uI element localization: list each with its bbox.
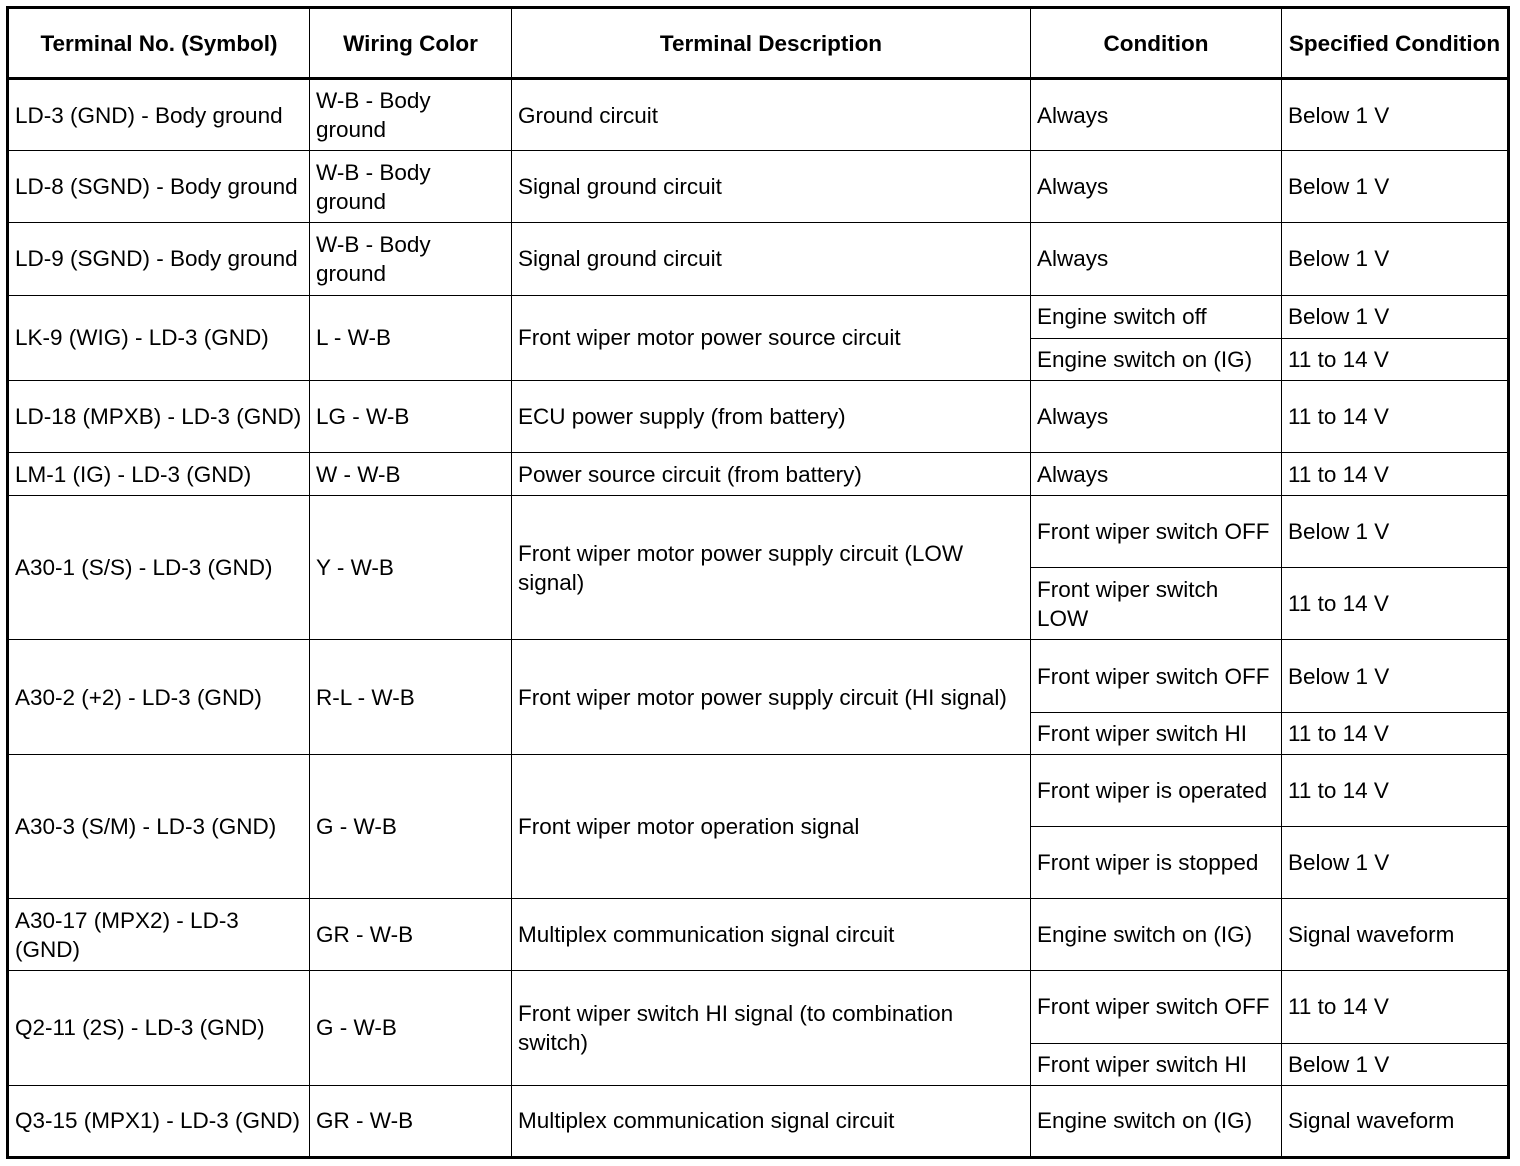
cell-terminal: LD-3 (GND) - Body ground (8, 79, 310, 151)
cell-specified-condition: Below 1 V (1282, 496, 1509, 568)
cell-terminal: A30-2 (+2) - LD-3 (GND) (8, 640, 310, 754)
cell-terminal: LD-18 (MPXB) - LD-3 (GND) (8, 380, 310, 452)
table-row (8, 640, 1509, 712)
cell-specified-condition: 11 to 14 V (1282, 568, 1509, 640)
cell-wiring-color: GR - W-B (310, 899, 512, 971)
cell-terminal-description: Multiplex communication signal circuit (512, 1085, 1031, 1157)
cell-wiring-color: G - W-B (310, 754, 512, 898)
terminal-spec-table (6, 6, 1510, 1159)
cell-terminal: LD-8 (SGND) - Body ground (8, 151, 310, 223)
cell-specified-condition: Below 1 V (1282, 640, 1509, 712)
cell-specified-condition: 11 to 14 V (1282, 971, 1509, 1043)
cell-terminal-description: Front wiper motor power supply circuit (HI signal) (512, 640, 1031, 754)
cell-terminal-description: Signal ground circuit (512, 223, 1031, 295)
cell-terminal-description: ECU power supply (from battery) (512, 380, 1031, 452)
cell-specified-condition: Below 1 V (1282, 826, 1509, 898)
cell-condition: Front wiper is stopped (1031, 826, 1282, 898)
header-specified-condition: Specified Condition (1282, 8, 1509, 79)
cell-specified-condition: 11 to 14 V (1282, 452, 1509, 495)
cell-condition: Front wiper is operated (1031, 754, 1282, 826)
cell-condition: Engine switch on (IG) (1031, 338, 1282, 380)
cell-terminal: LM-1 (IG) - LD-3 (GND) (8, 452, 310, 495)
table-row (8, 754, 1509, 826)
table-row (8, 380, 1509, 452)
table-row (8, 452, 1509, 495)
table-body (8, 79, 1509, 1158)
cell-condition: Always (1031, 223, 1282, 295)
cell-specified-condition: Signal waveform (1282, 899, 1509, 971)
cell-condition: Front wiper switch OFF (1031, 971, 1282, 1043)
table-row (8, 496, 1509, 568)
cell-terminal-description: Front wiper switch HI signal (to combination switch) (512, 971, 1031, 1085)
cell-wiring-color: GR - W-B (310, 1085, 512, 1157)
cell-wiring-color: R-L - W-B (310, 640, 512, 754)
cell-condition: Engine switch on (IG) (1031, 899, 1282, 971)
cell-terminal: LD-9 (SGND) - Body ground (8, 223, 310, 295)
cell-terminal: Q2-11 (2S) - LD-3 (GND) (8, 971, 310, 1085)
cell-condition: Always (1031, 151, 1282, 223)
header-condition: Condition (1031, 8, 1282, 79)
cell-condition: Always (1031, 380, 1282, 452)
cell-wiring-color: LG - W-B (310, 380, 512, 452)
cell-specified-condition: 11 to 14 V (1282, 380, 1509, 452)
cell-condition: Front wiper switch HI (1031, 712, 1282, 754)
cell-wiring-color: W-B - Body ground (310, 223, 512, 295)
cell-wiring-color: Y - W-B (310, 496, 512, 640)
cell-terminal-description: Power source circuit (from battery) (512, 452, 1031, 495)
cell-specified-condition: 11 to 14 V (1282, 338, 1509, 380)
table-row (8, 223, 1509, 295)
cell-terminal: A30-17 (MPX2) - LD-3 (GND) (8, 899, 310, 971)
cell-condition: Front wiper switch HI (1031, 1043, 1282, 1085)
cell-condition: Always (1031, 79, 1282, 151)
header-terminal: Terminal No. (Symbol) (8, 8, 310, 79)
table-row (8, 79, 1509, 151)
cell-specified-condition: 11 to 14 V (1282, 712, 1509, 754)
cell-wiring-color: G - W-B (310, 971, 512, 1085)
cell-condition: Always (1031, 452, 1282, 495)
cell-terminal: A30-3 (S/M) - LD-3 (GND) (8, 754, 310, 898)
cell-wiring-color: W-B - Body ground (310, 151, 512, 223)
cell-specified-condition: Signal waveform (1282, 1085, 1509, 1157)
cell-terminal-description: Front wiper motor operation signal (512, 754, 1031, 898)
cell-condition: Front wiper switch LOW (1031, 568, 1282, 640)
cell-terminal-description: Front wiper motor power supply circuit (LOW signal) (512, 496, 1031, 640)
cell-specified-condition: Below 1 V (1282, 1043, 1509, 1085)
cell-terminal-description: Front wiper motor power source circuit (512, 295, 1031, 380)
header-row (8, 8, 1509, 79)
cell-terminal: Q3-15 (MPX1) - LD-3 (GND) (8, 1085, 310, 1157)
cell-terminal-description: Signal ground circuit (512, 151, 1031, 223)
cell-condition: Engine switch off (1031, 295, 1282, 338)
cell-wiring-color: L - W-B (310, 295, 512, 380)
table-row (8, 971, 1509, 1043)
cell-condition: Front wiper switch OFF (1031, 496, 1282, 568)
table-row (8, 1085, 1509, 1157)
cell-condition: Front wiper switch OFF (1031, 640, 1282, 712)
cell-specified-condition: Below 1 V (1282, 151, 1509, 223)
cell-terminal-description: Multiplex communication signal circuit (512, 899, 1031, 971)
header-wiring-color: Wiring Color (310, 8, 512, 79)
table-row (8, 899, 1509, 971)
table-row (8, 295, 1509, 338)
header-terminal-description: Terminal Description (512, 8, 1031, 79)
cell-specified-condition: Below 1 V (1282, 223, 1509, 295)
cell-terminal: A30-1 (S/S) - LD-3 (GND) (8, 496, 310, 640)
cell-condition: Engine switch on (IG) (1031, 1085, 1282, 1157)
cell-specified-condition: Below 1 V (1282, 295, 1509, 338)
table-header (8, 8, 1509, 79)
table-row (8, 151, 1509, 223)
cell-specified-condition: Below 1 V (1282, 79, 1509, 151)
cell-wiring-color: W - W-B (310, 452, 512, 495)
cell-specified-condition: 11 to 14 V (1282, 754, 1509, 826)
cell-terminal-description: Ground circuit (512, 79, 1031, 151)
cell-wiring-color: W-B - Body ground (310, 79, 512, 151)
cell-terminal: LK-9 (WIG) - LD-3 (GND) (8, 295, 310, 380)
